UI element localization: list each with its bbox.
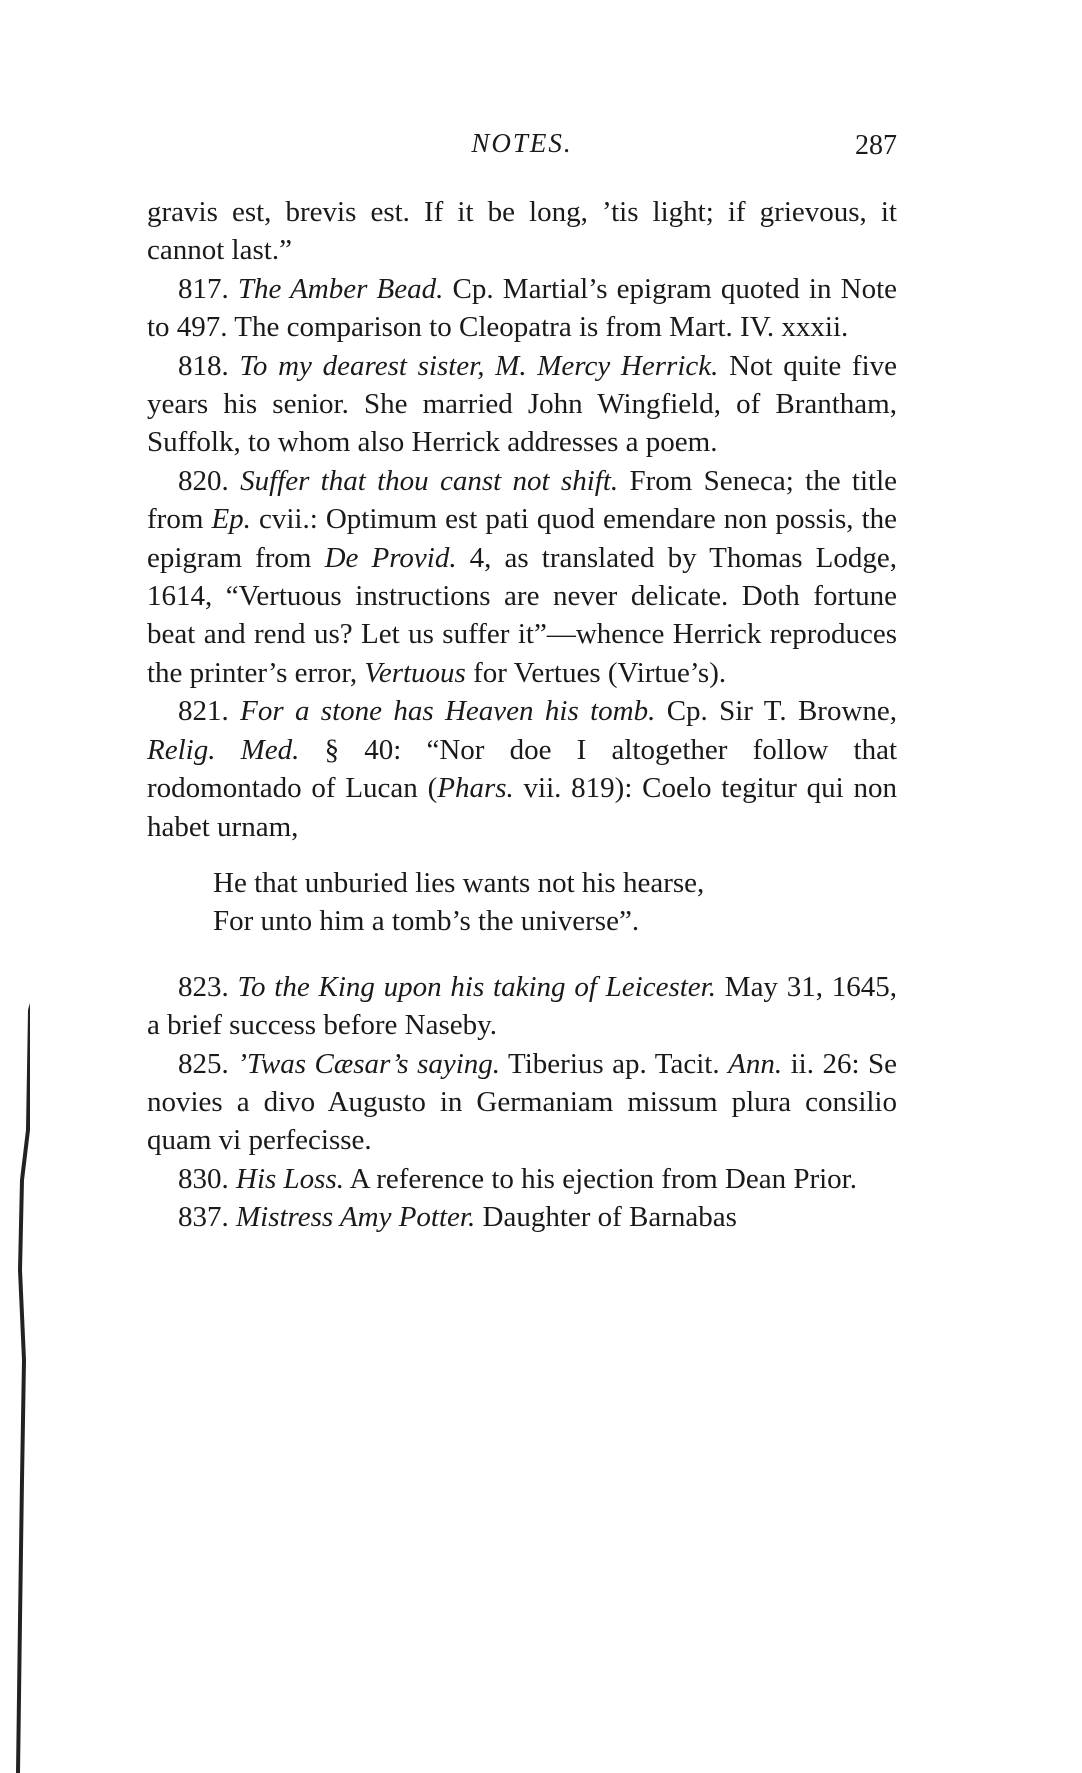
note-number: 830. bbox=[178, 1162, 229, 1195]
italic-reference: De Provid. bbox=[324, 541, 457, 574]
note-number: 818. bbox=[178, 349, 229, 382]
note-text: Not quite five years his senior. She married John Wingfield, of Brantham, Suffolk, to whom also Herrick addresses a poem. bbox=[147, 349, 898, 459]
note-title: Suffer that thou canst not shift. bbox=[240, 464, 619, 497]
page-binding-edge bbox=[0, 0, 30, 1773]
italic-reference: Relig. Med. bbox=[147, 733, 300, 766]
note-818 bbox=[147, 347, 897, 462]
verse-line: For unto him a tomb’s the universe”. bbox=[213, 905, 640, 938]
note-817 bbox=[147, 270, 897, 347]
note-837 bbox=[147, 1198, 897, 1236]
note-821 bbox=[147, 692, 897, 846]
note-number: 837. bbox=[178, 1201, 229, 1234]
verse-line: He that unburied lies wants not his hearse, bbox=[213, 866, 705, 899]
note-text: cvii.: Optimum est pati quod emendare non possis, the epigram from bbox=[147, 503, 897, 574]
note-text: Cp. Sir T. Browne, bbox=[655, 695, 898, 728]
note-title: ’Twas Cæsar’s saying. bbox=[237, 1047, 501, 1080]
italic-reference: Phars. bbox=[437, 772, 514, 805]
note-title: To the King upon his taking of Leicester. bbox=[237, 970, 716, 1003]
note-text: ii. 26: Se novies a divo Augusto in Germaniam missum plura consilio quam vi perfecisse. bbox=[147, 1047, 898, 1157]
italic-reference: Ep. bbox=[211, 503, 251, 536]
note-title: His Loss. bbox=[236, 1162, 344, 1195]
note-830 bbox=[147, 1160, 897, 1198]
note-number: 820. bbox=[178, 464, 229, 497]
running-head: NOTES. bbox=[471, 128, 573, 158]
italic-reference: Ann. bbox=[728, 1047, 783, 1080]
note-text: for Vertues (Virtue’s). bbox=[465, 656, 727, 689]
continuation-text: gravis est, brevis est. If it be long, ’tis light; if grievous, it cannot last.” bbox=[147, 196, 897, 267]
note-text: vii. 819): Coelo tegitur qui non habet urnam, bbox=[147, 772, 898, 843]
note-825 bbox=[147, 1045, 897, 1160]
note-number: 825. bbox=[178, 1047, 229, 1080]
binding-edge-line bbox=[18, 0, 30, 1773]
verse-quotation bbox=[213, 864, 897, 941]
page-number: 287 bbox=[855, 130, 897, 161]
note-number: 821. bbox=[178, 695, 229, 728]
note-text: A reference to his ejection from Dean Prior. bbox=[344, 1162, 857, 1195]
note-text: From Seneca; the title from bbox=[147, 464, 897, 536]
note-823 bbox=[147, 968, 897, 1045]
note-text: Tiberius ap. Tacit. bbox=[500, 1047, 729, 1080]
note-title: To my dearest sister, M. Mercy Herrick. bbox=[239, 349, 719, 382]
note-text: § 40: “Nor doe I altogether follow that rodomontado of Lucan ( bbox=[147, 733, 897, 805]
italic-word: Vertuous bbox=[364, 656, 466, 689]
note-number: 817. bbox=[178, 272, 229, 305]
page-header bbox=[147, 128, 897, 168]
note-title: For a stone has Heaven his tomb. bbox=[240, 695, 656, 728]
note-text: May 31, 1645, a brief success before Naseby. bbox=[147, 970, 897, 1042]
note-number: 823. bbox=[178, 970, 229, 1003]
note-text: Cp. Martial’s epigram quoted in Note to 497. The comparison to Cleopatra is from Mart. IV. xxxii. bbox=[147, 272, 897, 344]
note-title: The Amber Bead. bbox=[237, 272, 444, 305]
paragraph-continuation bbox=[147, 193, 897, 270]
notes-text bbox=[147, 193, 897, 1237]
note-text: Daughter of Barnabas bbox=[475, 1201, 737, 1234]
note-title: Mistress Amy Potter. bbox=[236, 1201, 476, 1234]
note-820 bbox=[147, 462, 897, 692]
note-text: 4, as translated by Thomas Lodge, 1614, “Vertuous instructions are never delicate. Doth fortune beat and rend us? Let us suffer it”—whence Herrick reproduces the printer’s error, bbox=[147, 541, 898, 689]
